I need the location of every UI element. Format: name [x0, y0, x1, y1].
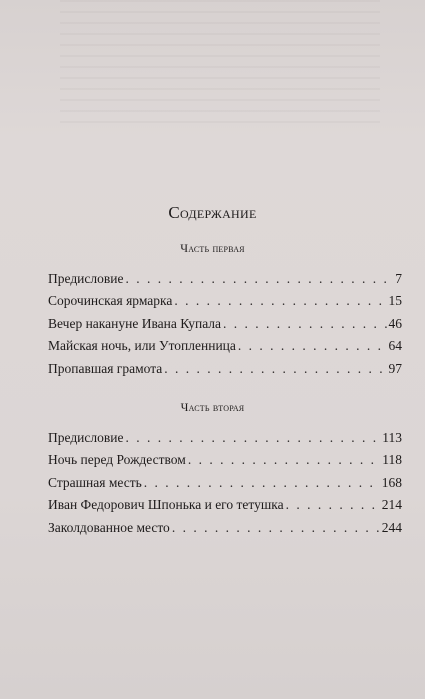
dot-leader — [125, 427, 380, 449]
dot-leader — [172, 517, 380, 539]
toc-entry — [48, 427, 402, 449]
entry-title: Майская ночь, или Утопленница — [48, 338, 236, 354]
dot-leader — [286, 494, 380, 516]
dot-leader — [174, 290, 386, 312]
toc-entry — [48, 517, 402, 539]
dot-leader — [223, 313, 386, 335]
page-number: 64 — [388, 338, 402, 354]
entry-title: Предисловие — [48, 430, 124, 445]
toc-entry — [48, 290, 402, 312]
entry-title: Предисловие — [48, 271, 124, 286]
show-through-text — [60, 0, 380, 130]
dot-leader — [164, 358, 386, 380]
toc-entry — [48, 313, 402, 335]
entry-title: Иван Федорович Шпонька и его тетушка — [48, 497, 284, 513]
toc-entry — [48, 449, 402, 471]
page-number: 97 — [388, 360, 402, 376]
page-number: 46 — [388, 315, 402, 331]
dot-leader — [238, 335, 387, 357]
page-number: 7 — [395, 271, 402, 286]
entry-title: Страшная месть — [48, 474, 142, 490]
page-number: 244 — [381, 519, 402, 535]
page-number: 168 — [381, 474, 402, 490]
part-two-heading: Часть вторая — [180, 400, 245, 414]
dot-leader — [144, 472, 380, 494]
page-number: 214 — [381, 497, 402, 513]
dot-leader — [188, 449, 380, 471]
toc-part-two — [48, 427, 402, 539]
entry-title: Сорочинская ярмарка — [48, 293, 173, 309]
entry-title: Заколдованное место — [48, 519, 170, 535]
part-one-heading: Часть первая — [180, 241, 245, 255]
toc-entry — [48, 472, 402, 494]
page-number: 15 — [388, 293, 402, 309]
toc-entry — [48, 494, 402, 516]
entry-title: Вечер накануне Ивана Купала — [48, 315, 222, 331]
entry-title: Пропавшая грамота — [48, 360, 163, 376]
entry-title: Ночь перед Рождеством — [48, 452, 186, 468]
page-number: 118 — [382, 452, 402, 468]
dot-leader — [125, 268, 393, 290]
page-number: 113 — [382, 430, 402, 445]
toc-entry — [48, 335, 402, 357]
toc-part-one — [48, 268, 402, 380]
contents-title: Содержание — [168, 203, 257, 222]
toc-entry — [48, 268, 402, 290]
toc-entry — [48, 358, 402, 380]
